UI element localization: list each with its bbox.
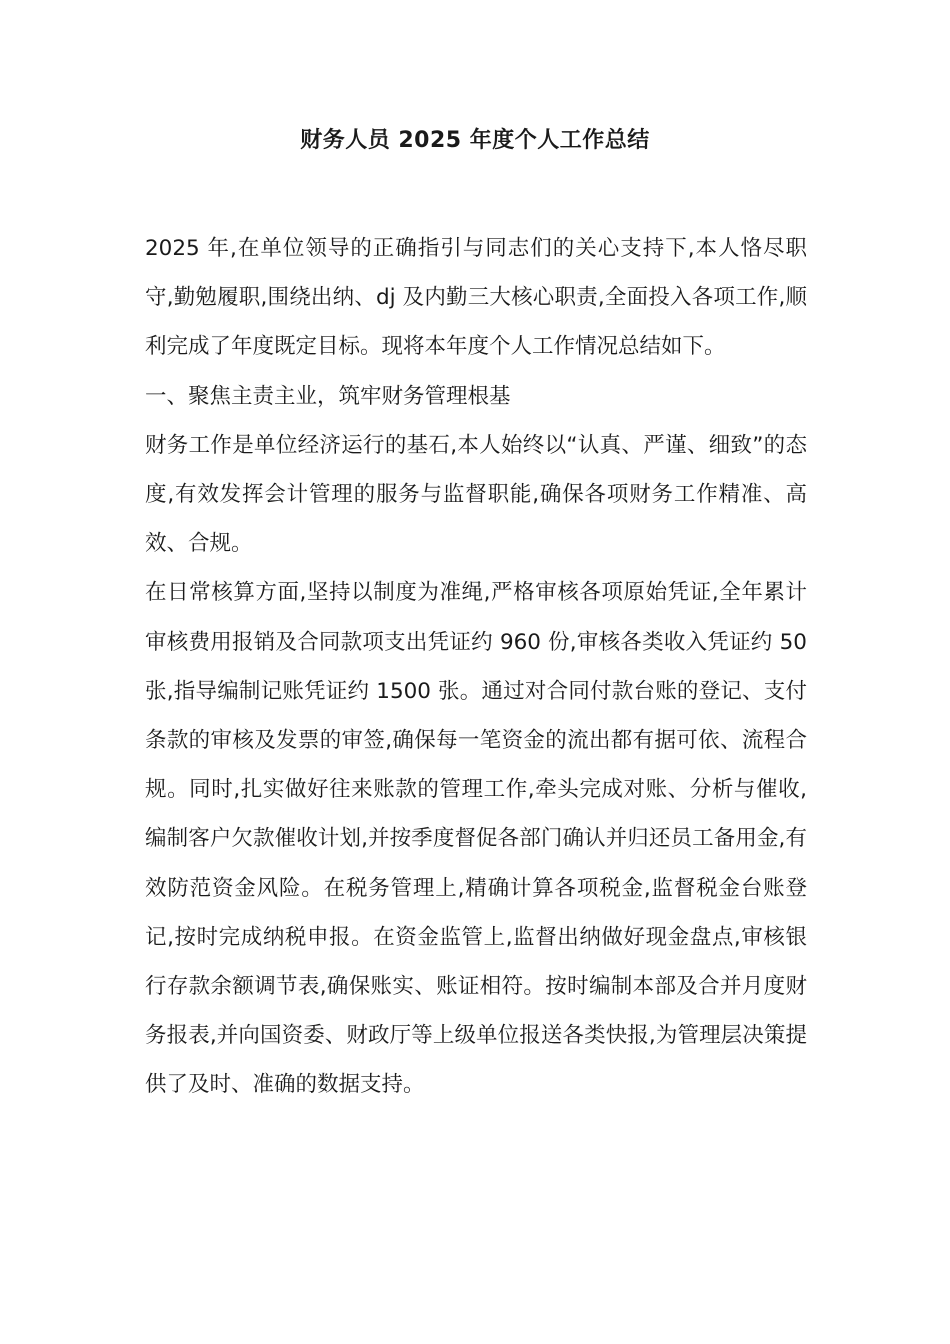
document-title: 财务人员 2025 年度个人工作总结 [300,128,650,153]
body-paragraph: 财务工作是单位经济运行的基石,本人始终以“认真、严谨、细致”的态度,有效发挥会计管理的服务与监督职能,确保各项财务工作精准、高效、合规。 [145,432,807,557]
intro-paragraph: 2025 年,在单位领导的正确指引与同志们的关心支持下,本人恪尽职守,勤勉履职,围绕出纳、dj 及内勤三大核心职责,全面投入各项工作,顺利完成了年度既定目标。现将本年度个人工作情况总结如下。 [145,236,807,360]
body-paragraph: 在日常核算方面,坚持以制度为准绳,严格审核各项原始凭证,全年累计审核费用报销及合同款项支出凭证约 960 份,审核各类收入凭证约 50 张,指导编制记账凭证约 1500 张。通过对合同付款台账的登记、支付条款的审核及发票的审签,确保每一笔资金的流出都有据可依、流程合规。同时,扎实做好往来账款的管理工作,牵头完成对账、分析与催收,编制客户欠款催收计划,并按季度督促各部门确认并归还员工备用金,有效防范资金风险。在税务管理上,精确计算各项税金,监督税金台账登记,按时完成纳税申报。在资金监管上,监督出纳做好现金盘点,审核银行存款余额调节表,确保账实、账证相符。按时编制本部及合并月度财务报表,并向国资委、财政厅等上级单位报送各类快报,为管理层决策提供了及时、准确的数据支持。 [145,580,807,1098]
document-body [145,224,807,1110]
section-heading: 一、聚焦主责主业，筑牢财务管理根基 [145,383,511,409]
